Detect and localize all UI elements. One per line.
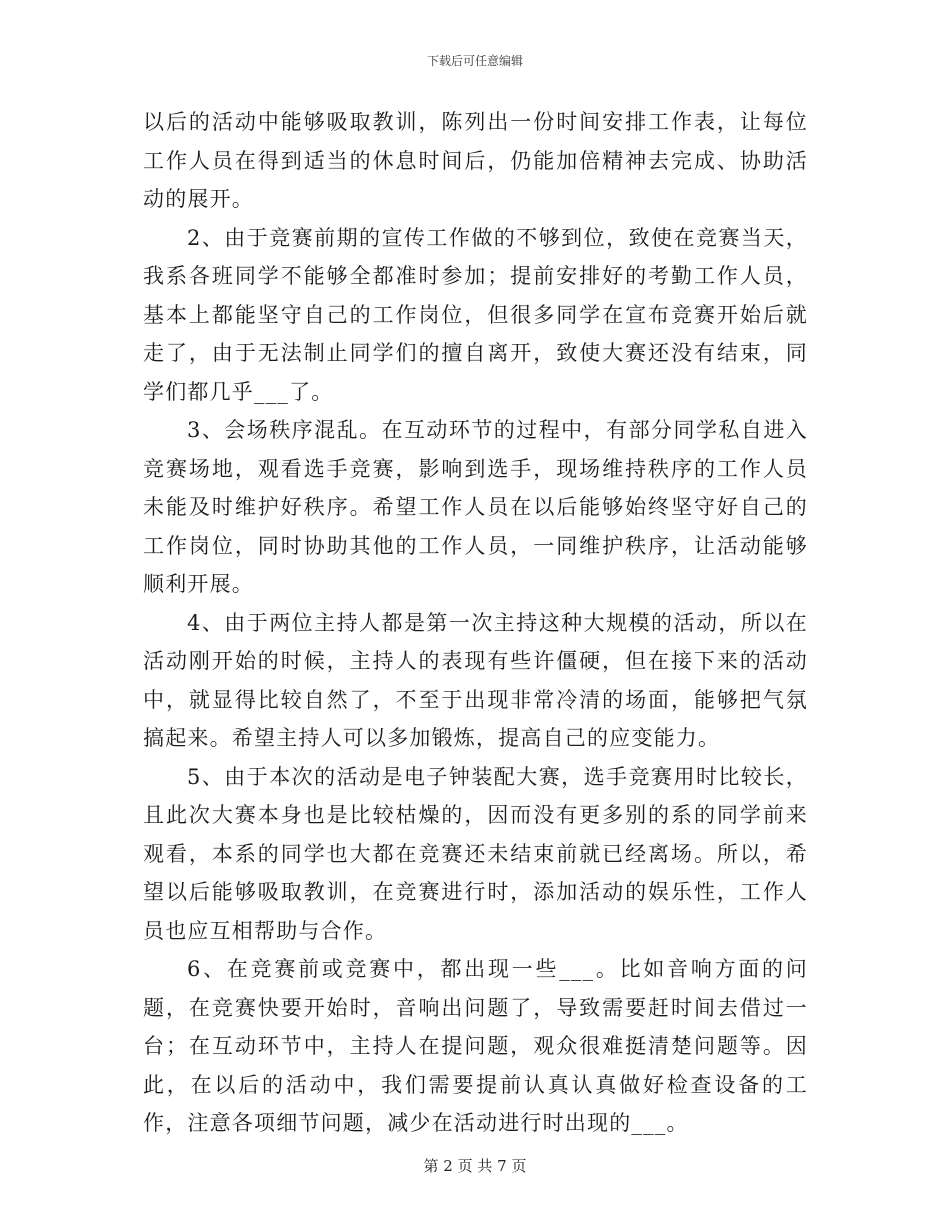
paragraph-continuation: 以后的活动中能够吸取教训，陈列出一份时间安排工作表，让每位工作人员在得到适当的休息时间后，仍能加倍精神去完成、协助活动的展开。 [143, 110, 808, 211]
document-body [143, 103, 808, 1143]
paragraph-item-4: 4、由于两位主持人都是第一次主持这种大规模的活动，所以在活动刚开始的时候，主持人的表现有些许僵硬，但在接下来的活动中，就显得比较自然了，不至于出现非常冷清的场面，能够把气氛搞起来。希望主持人可以多加锻炼，提高自己的应变能力。 [143, 610, 808, 750]
paragraph-item-2: 2、由于竞赛前期的宣传工作做的不够到位，致使在竞赛当天，我系各班同学不能够全都准时参加；提前安排好的考勤工作人员，基本上都能坚守自己的工作岗位，但很多同学在宣布竞赛开始后就走了，由于无法制止同学们的擅自离开，致使大赛还没有结束，同学们都几乎___了。 [143, 225, 808, 404]
paragraph-item-3: 3、会场秩序混乱。在互动环节的过程中，有部分同学私自进入竞赛场地，观看选手竞赛，影响到选手，现场维持秩序的工作人员未能及时维护好秩序。希望工作人员在以后能够始终坚守好自己的工作岗位，同时协助其他的工作人员，一同维护秩序，让活动能够顺利开展。 [143, 418, 808, 596]
page-number-footer: 第 2 页 共 7 页 [423, 1157, 527, 1175]
paragraph-item-5: 5、由于本次的活动是电子钟装配大赛，选手竞赛用时比较长，且此次大赛本身也是比较枯燥的，因而没有更多别的系的同学前来观看，本系的同学也大都在竞赛还未结束前就已经离场。所以，希望以后能够吸取教训，在竞赛进行时，添加活动的娱乐性，工作人员也应互相帮助与合作。 [143, 764, 808, 943]
header-note: 下载后可任意编辑 [426, 54, 523, 68]
paragraph-item-6: 6、在竞赛前或竞赛中，都出现一些___。比如音响方面的问题，在竞赛快要开始时，音响出问题了，导致需要赶时间去借过一台；在互动环节中，主持人在提问题，观众很难挺清楚问题等。因此，在以后的活动中，我们需要提前认真认真做好检查设备的工作，注意各项细节问题，减少在活动进行时出现的___。 [143, 957, 808, 1135]
